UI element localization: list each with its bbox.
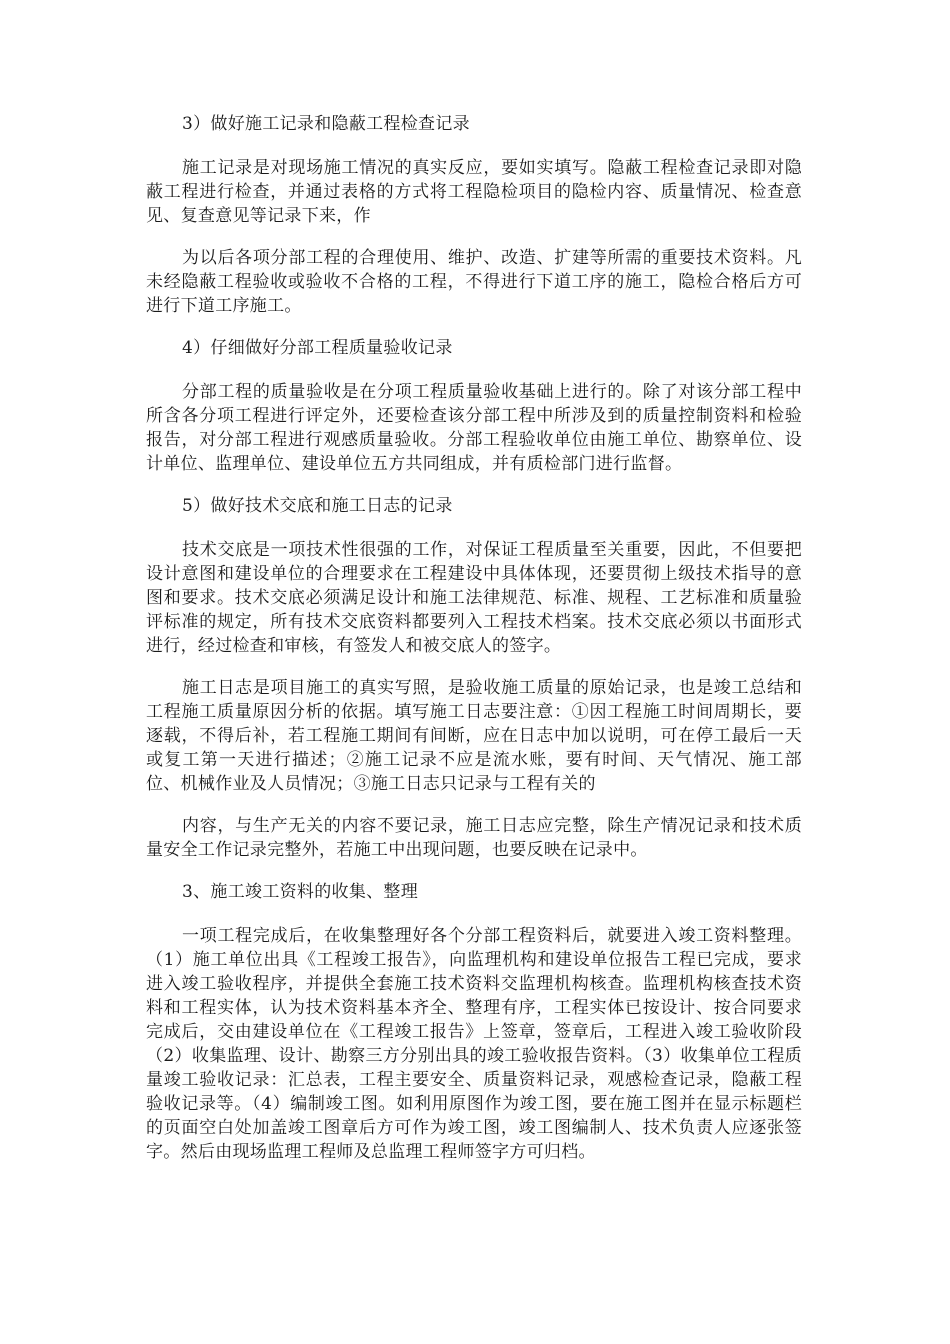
section-heading-5-technical-briefing: 5）做好技术交底和施工日志的记录 bbox=[182, 496, 453, 516]
section-heading-4-acceptance: 4）仔细做好分部工程质量验收记录 bbox=[182, 338, 453, 358]
section-heading-completion-documents: 3、施工竣工资料的收集、整理 bbox=[182, 882, 419, 902]
paragraph-hidden-works-continuation: 为以后各项分部工程的合理使用、维护、改造、扩建等所需的重要技术资料。凡未经隐蔽工程验收或验收不合格的工程，不得进行下道工序的施工，隐检合格后方可进行下道工序施工。 bbox=[146, 248, 802, 316]
section-heading-3-records: 3）做好施工记录和隐蔽工程检查记录 bbox=[182, 114, 470, 134]
paragraph-completion-documents: 一项工程完成后，在收集整理好各个分部工程资料后，就要进入竣工资料整理。（1）施工单位出具《工程竣工报告》，向监理机构和建设单位报告工程已完成，要求进入竣工验收程序，并提供全套施工技术资料交监理机构核查。监理机构核查技术资料和工程实体，认为技术资料基本齐全、整理有序，工程实体已按设计、按合同要求完成后，交由建设单位在《工程竣工报告》上签章，签章后，工程进入竣工验收阶段（2）收集监理、设计、勘察三方分别出具的竣工验收报告资料。（3）收集单位工程质量竣工验收记录：汇总表，工程主要安全、质量资料记录，观感检查记录，隐蔽工程验收记录等。（4）编制竣工图。如利用原图作为竣工图，要在施工图并在显示标题栏的页面空白处加盖竣工图章后方可作为竣工图，竣工图编制人、技术负责人应逐张签字。然后由现场监理工程师及总监理工程师签字方可归档。 bbox=[146, 926, 802, 1162]
paragraph-construction-log: 施工日志是项目施工的真实写照，是验收施工质量的原始记录，也是竣工总结和工程施工质量原因分析的依据。填写施工日志要注意：①因工程施工时间周期长，要逐载，不得后补，若工程施工期间有间断，应在日志中加以说明，可在停工最后一天或复工第一天进行描述；②施工记录不应是流水账，要有时间、天气情况、施工部位、机械作业及人员情况；③施工日志只记录与工程有关的 bbox=[146, 678, 802, 794]
paragraph-construction-records: 施工记录是对现场施工情况的真实反应，要如实填写。隐蔽工程检查记录即对隐蔽工程进行检查，并通过表格的方式将工程隐检项目的隐检内容、质量情况、检查意见、复查意见等记录下来，作 bbox=[146, 158, 802, 226]
paragraph-subdivision-acceptance: 分部工程的质量验收是在分项工程质量验收基础上进行的。除了对该分部工程中所含各分项工程进行评定外，还要检查该分部工程中所涉及到的质量控制资料和检验报告，对分部工程进行观感质量验收。分部工程验收单位由施工单位、勘察单位、设计单位、监理单位、建设单位五方共同组成，并有质检部门进行监督。 bbox=[146, 382, 802, 474]
paragraph-technical-briefing: 技术交底是一项技术性很强的工作，对保证工程质量至关重要，因此，不但要把设计意图和建设单位的合理要求在工程建设中具体体现，还要贯彻上级技术指导的意图和要求。技术交底必须满足设计和施工法律规范、标准、规程、工艺标准和质量验评标准的规定，所有技术交底资料都要列入工程技术档案。技术交底必须以书面形式进行，经过检查和审核，有签发人和被交底人的签字。 bbox=[146, 540, 802, 656]
document-page bbox=[146, 112, 802, 1164]
paragraph-construction-log-continuation: 内容，与生产无关的内容不要记录，施工日志应完整，除生产情况记录和技术质量安全工作记录完整外，若施工中出现问题，也要反映在记录中。 bbox=[146, 816, 802, 860]
